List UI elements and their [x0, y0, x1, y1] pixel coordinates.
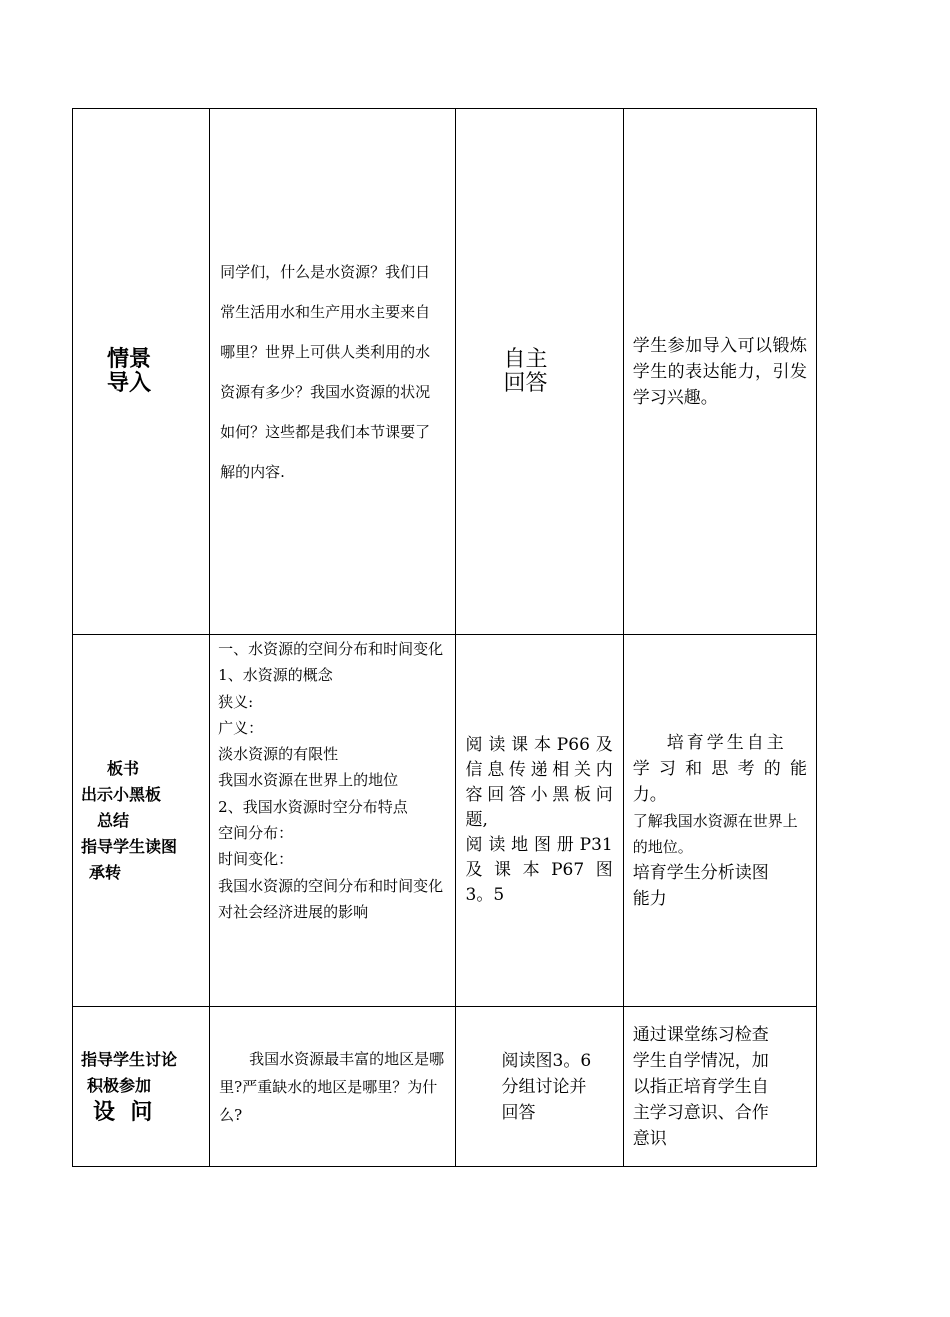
purpose-cell-board	[623, 635, 816, 1007]
purpose-line: 学习和思考的能	[632, 758, 807, 779]
activity-cell-intro	[455, 109, 623, 635]
activity-line: 及课本P67图	[465, 860, 613, 880]
purpose-line: 力。	[632, 784, 667, 805]
content-line: 狭义:	[218, 692, 254, 711]
purpose-cell-discussion	[623, 1007, 816, 1167]
stage-text: 导入	[107, 370, 152, 396]
table-row-intro	[73, 109, 817, 635]
stage-text: 积极参加	[87, 1075, 152, 1095]
content-line: 我国水资源在世界上的地位	[218, 771, 399, 790]
content-cell-board	[210, 635, 455, 1007]
activity-line: 题,	[465, 810, 488, 830]
content-line: 2、我国水资源时空分布特点	[218, 797, 408, 816]
purpose-line: 了解我国水资源在世界上的地位。	[632, 811, 798, 856]
activity-line: 信息传递相关内	[465, 760, 613, 780]
stage-cell-discussion	[73, 1007, 210, 1167]
activity-line: 容回答小黑板问	[465, 785, 613, 805]
activity-line: 阅读图3。6	[501, 1050, 592, 1071]
content-line: 淡水资源的有限性	[218, 745, 339, 764]
purpose-line: 意识	[632, 1128, 667, 1149]
purpose-line: 主学习意识、合作	[632, 1102, 769, 1123]
stage-text: 指导学生读图	[81, 836, 178, 856]
stage-cell-board	[73, 635, 210, 1007]
activity-line: 阅读地图册P31	[465, 835, 613, 855]
content-text: 我国水资源最丰富的地区是哪里?严重缺水的地区是哪里？为什么?	[219, 1049, 445, 1124]
activity-cell-board	[455, 635, 623, 1007]
purpose-line: 能力	[632, 888, 667, 909]
content-line: 时间变化：	[218, 850, 294, 869]
content-cell-intro	[210, 109, 455, 635]
stage-text: 出示小黑板	[81, 784, 162, 804]
activity-line: 分组讨论并	[501, 1076, 587, 1097]
activity-line: 3。5	[465, 885, 505, 905]
table-row-board	[73, 635, 817, 1007]
content-line: 空间分布：	[218, 824, 294, 843]
content-line: 我国水资源的空间分布和时间变化对社会经济进展的影响	[218, 876, 444, 921]
lesson-plan-table	[72, 108, 817, 1167]
content-line: 一、水资源的空间分布和时间变化	[218, 640, 444, 658]
content-cell-discussion	[210, 1007, 455, 1167]
purpose-line: 通过课堂练习检查	[632, 1024, 769, 1045]
table-row-discussion	[73, 1007, 817, 1167]
stage-text: 承转	[89, 862, 122, 882]
purpose-line: 培育学生分析读图	[632, 862, 769, 883]
content-text: 同学们，什么是水资源？我们日常生活用水和生产用水主要来自哪里？世界上可供人类利用的水资源有多少？我国水资源的状况如何？这些都是我们本节课要了解的内容.	[220, 262, 431, 481]
purpose-line: 以指正培育学生自	[632, 1076, 769, 1097]
content-line: 广义：	[218, 718, 264, 737]
purpose-text: 学生参加导入可以锻炼学生的表达能力，引发学习兴趣。	[632, 335, 807, 408]
activity-cell-discussion	[455, 1007, 623, 1167]
stage-text: 总结	[97, 810, 130, 830]
stage-cell-intro	[73, 109, 210, 635]
stage-text: 设 问	[93, 1099, 153, 1125]
activity-text: 回答	[503, 370, 548, 396]
purpose-line: 培育学生自主	[666, 732, 787, 753]
purpose-cell-intro	[623, 109, 816, 635]
stage-text: 板书	[107, 758, 140, 778]
stage-text: 指导学生讨论	[81, 1049, 178, 1069]
purpose-line: 学生自学情况，加	[632, 1050, 769, 1071]
stage-text: 情景	[107, 346, 152, 372]
activity-text: 自主	[503, 346, 548, 372]
activity-line: 阅读课本P66及	[465, 735, 613, 755]
activity-line: 回答	[501, 1102, 536, 1123]
content-line: 1、水资源的概念	[218, 666, 333, 685]
